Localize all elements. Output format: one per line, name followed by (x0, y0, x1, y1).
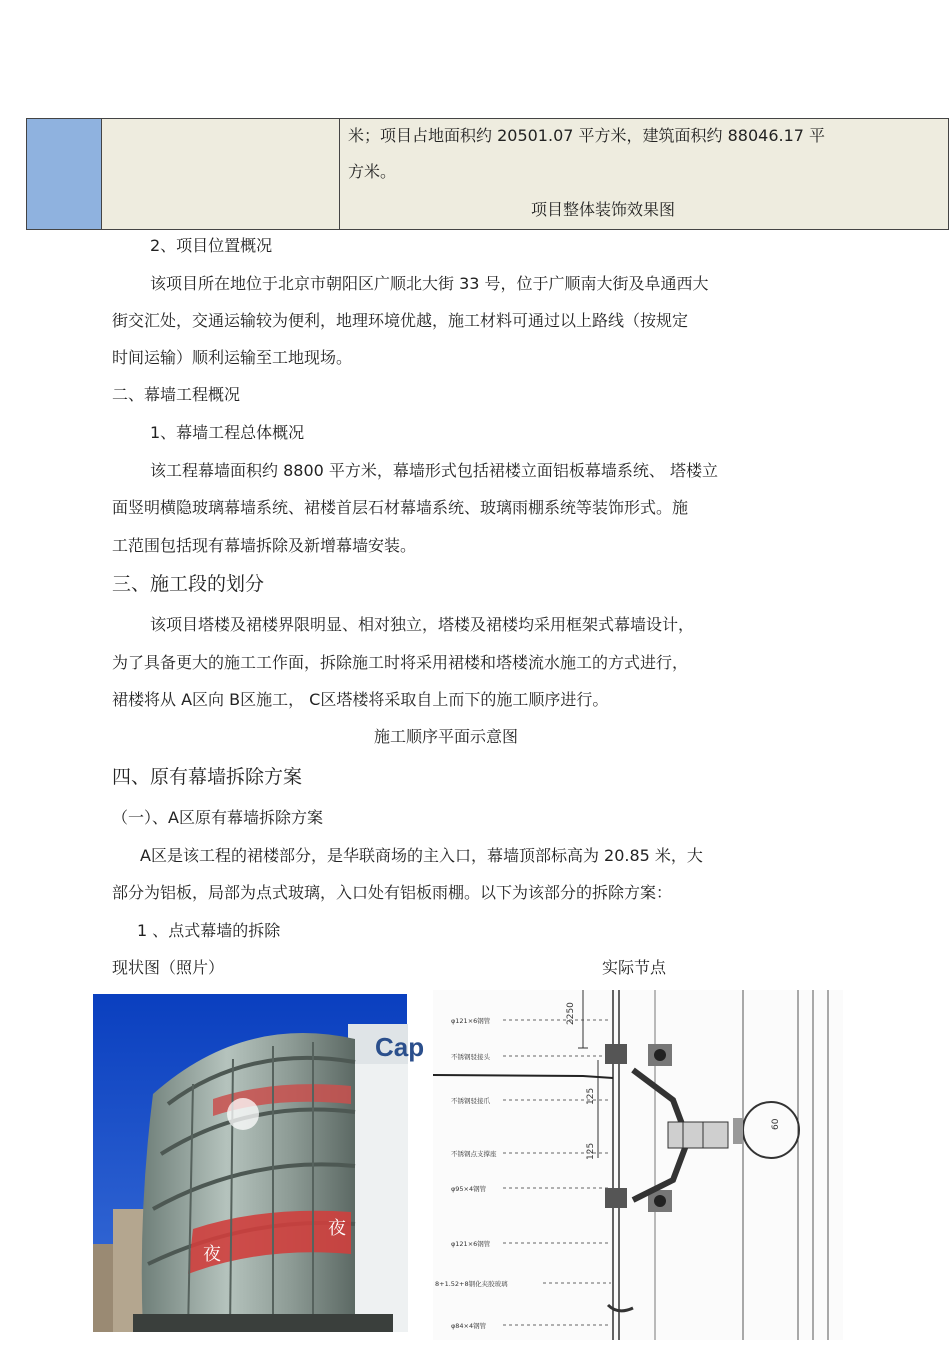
location-para-1: 该项目所在地位于北京市朝阳区广顺北大街 33 号，位于广顺南大街及阜通西大 (150, 274, 709, 293)
table-line-2: 方米。 (348, 162, 397, 181)
table-content-cell (340, 119, 948, 229)
node-drawing (433, 990, 843, 1340)
table-empty-cell (102, 119, 340, 229)
curtain-para-3: 工范围包括现有幕墙拆除及新增幕墙安装。 (112, 536, 417, 555)
table-line-1: 米；项目占地面积约 20501.07 平方米，建筑面积约 88046.17 平 (348, 126, 826, 145)
location-para-2: 街交汇处，交通运输较为便利，地理环境优越，施工材料可通过以上路线（按规定 (112, 311, 689, 330)
stages-caption: 施工顺序平面示意图 (374, 727, 519, 746)
removal-subheading: （一）、A区原有幕墙拆除方案 (112, 808, 323, 827)
location-heading: 2、项目位置概况 (150, 236, 273, 255)
dim-top: 2250 (566, 1002, 576, 1025)
banner-glyph-2: 夜 (328, 1218, 346, 1239)
dim-1: 125 (586, 1087, 596, 1105)
curtain-subheading: 1、幕墙工程总体概况 (150, 423, 305, 442)
table-color-cell (27, 119, 102, 229)
location-para-3: 时间运输）顺利运输至工地现场。 (112, 348, 353, 367)
label-7: φ84×4钢管 (451, 1322, 487, 1330)
label-4: φ95×4钢管 (451, 1185, 487, 1193)
removal-para-1: A区是该工程的裙楼部分，是华联商场的主入口，幕墙顶部标高为 20.85 米，大 (140, 846, 703, 865)
label-2: 不锈钢驳接爪 (451, 1097, 490, 1105)
curtain-heading: 二、幕墙工程概况 (112, 385, 241, 404)
dim-2: 125 (586, 1142, 596, 1160)
dim-circle: 60 (771, 1118, 781, 1130)
banner-glyph-1: 夜 (203, 1244, 221, 1265)
label-5: φ121×6钢管 (451, 1240, 491, 1248)
sign-text: Cap (375, 1032, 425, 1062)
label-3: 不锈钢点支撑座 (451, 1150, 497, 1158)
table-caption: 项目整体装饰效果图 (531, 200, 676, 219)
label-6: 8+1.52+8钢化夹胶玻璃 (435, 1280, 508, 1288)
stages-para-3: 裙楼将从 A区向 B区施工， C区塔楼将采取自上而下的施工顺序进行。 (112, 690, 609, 709)
stages-para-2: 为了具备更大的施工工作面，拆除施工时将采用裙楼和塔楼流水施工的方式进行， (112, 653, 689, 672)
building-photo (93, 994, 425, 1332)
curtain-para-1: 该工程幕墙面积约 8800 平方米，幕墙形式包括裙楼立面铝板幕墙系统、 塔楼立 (150, 461, 718, 480)
stages-heading: 三、施工段的划分 (112, 573, 265, 595)
removal-heading: 四、原有幕墙拆除方案 (112, 766, 303, 788)
removal-para-2: 部分为铝板，局部为点式玻璃，入口处有铝板雨棚。以下为该部分的拆除方案： (112, 883, 673, 902)
label-0: φ121×6钢管 (451, 1017, 491, 1025)
label-1: 不锈钢驳接头 (451, 1053, 490, 1061)
curtain-para-2: 面竖明横隐玻璃幕墙系统、裙楼首层石材幕墙系统、玻璃雨棚系统等装饰形式。施 (112, 498, 689, 517)
stages-para-1: 该项目塔楼及裙楼界限明显、相对独立，塔楼及裙楼均采用框架式幕墙设计， (150, 615, 695, 634)
project-table (26, 118, 949, 230)
label-node: 实际节点 (602, 958, 667, 977)
removal-item: 1 、点式幕墙的拆除 (137, 921, 281, 940)
label-photo: 现状图（照片） (112, 958, 225, 977)
